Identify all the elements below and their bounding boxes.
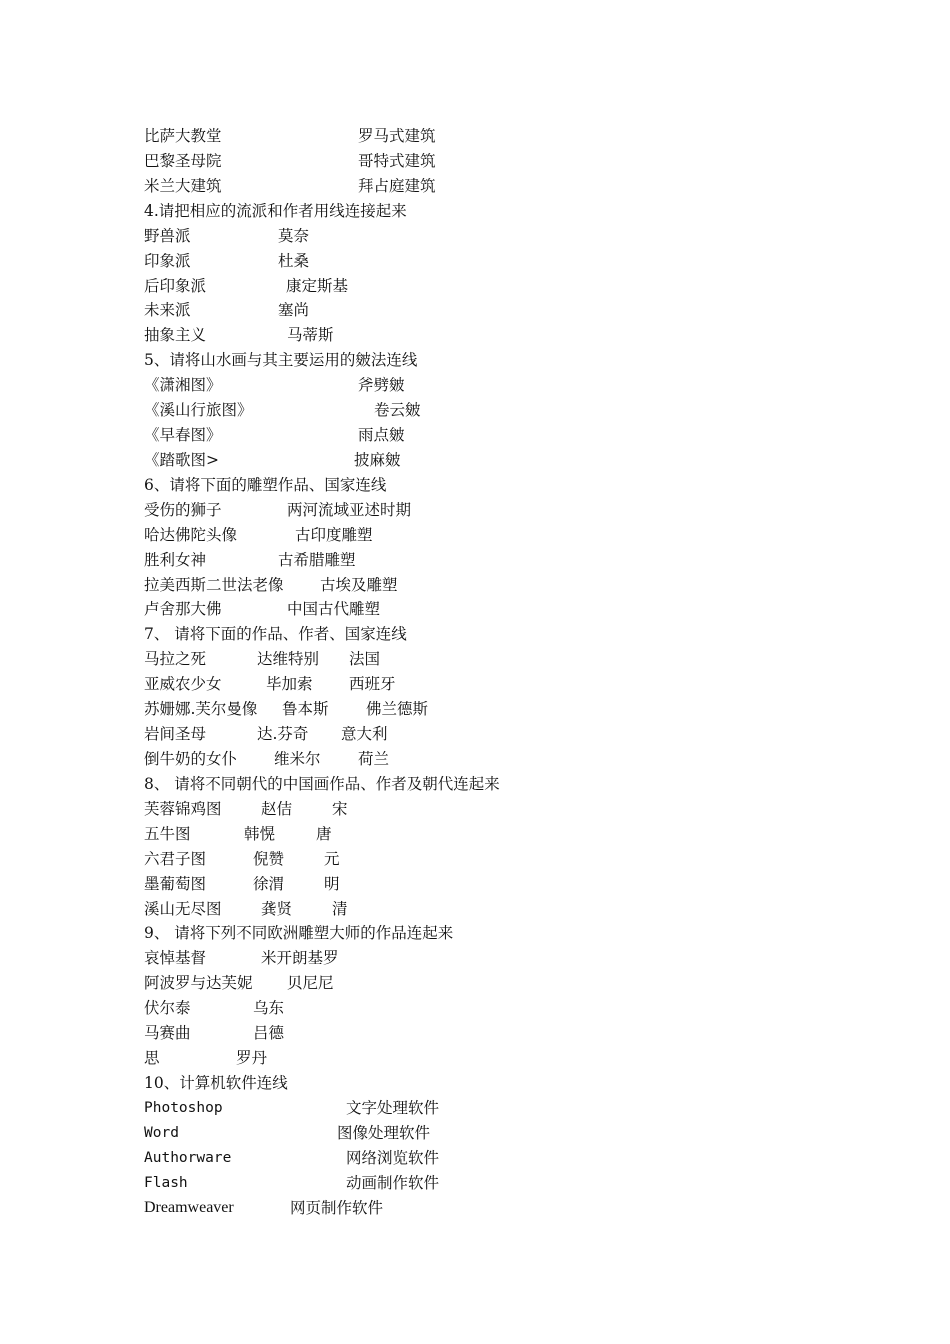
item-left-column: 阿波罗与达芙妮 <box>144 974 253 992</box>
item-left-column: 溪山无尽图 <box>144 900 222 918</box>
item-right-column: 唐 <box>316 825 332 843</box>
item-middle-column: 图像处理软件 <box>337 1124 431 1142</box>
item-middle-column: 拜占庭建筑 <box>358 177 436 195</box>
item-left-column: 比萨大教堂 <box>144 127 222 145</box>
item-middle-column: 网络浏览软件 <box>346 1149 440 1167</box>
item-right-column: 西班牙 <box>349 675 396 693</box>
item-middle-column: 中国古代雕塑 <box>287 600 381 618</box>
item-left-column: 亚威农少女 <box>144 675 222 693</box>
item-middle-column: 倪赞 <box>253 850 285 868</box>
item-left-column: 巴黎圣母院 <box>144 152 222 170</box>
item-middle-column: 罗马式建筑 <box>358 127 436 145</box>
item-middle-column: 哥特式建筑 <box>358 152 436 170</box>
item-middle-column: 动画制作软件 <box>346 1174 440 1192</box>
item-left-column: 未来派 <box>144 301 191 319</box>
item-right-column: 法国 <box>349 650 381 668</box>
item-left-column: 墨葡萄图 <box>144 875 207 893</box>
item-middle-column: 贝尼尼 <box>287 974 334 992</box>
item-left-column: 马拉之死 <box>144 650 207 668</box>
question-heading: 4.请把相应的流派和作者用线连接起来 <box>144 202 407 220</box>
item-middle-column: 米开朗基罗 <box>261 949 339 967</box>
item-right-column: 宋 <box>332 800 348 818</box>
item-left-column: Photoshop <box>144 1100 223 1116</box>
item-middle-column: 吕德 <box>253 1024 285 1042</box>
item-left-column: 哈达佛陀头像 <box>144 526 238 544</box>
item-middle-column: 维米尔 <box>274 750 321 768</box>
item-left-column: 受伤的狮子 <box>144 501 222 519</box>
item-left-column: 卢舍那大佛 <box>144 600 222 618</box>
item-left-column: 米兰大建筑 <box>144 177 222 195</box>
item-left-column: 伏尔泰 <box>144 999 191 1017</box>
question-heading: 9、 请将下列不同欧洲雕塑大师的作品连起来 <box>144 924 454 942</box>
item-left-column: 印象派 <box>144 252 191 270</box>
item-right-column: 元 <box>324 850 340 868</box>
item-middle-column: 徐渭 <box>253 875 285 893</box>
item-right-column: 明 <box>324 875 340 893</box>
item-middle-column: 达.芬奇 <box>257 725 309 743</box>
item-left-column: 《溪山行旅图》 <box>144 401 253 419</box>
question-heading: 5、请将山水画与其主要运用的皴法连线 <box>144 351 418 369</box>
item-middle-column: 康定斯基 <box>286 277 349 295</box>
item-left-column: 《踏歌图> <box>144 451 219 469</box>
item-left-column: 倒牛奶的女仆 <box>144 750 238 768</box>
item-middle-column: 达维特别 <box>257 650 320 668</box>
item-left-column: 马赛曲 <box>144 1024 191 1042</box>
item-left-column: 思 <box>144 1049 160 1067</box>
item-left-column: 苏姗娜.芙尔曼像 <box>144 700 258 718</box>
item-right-column: 意大利 <box>341 725 388 743</box>
question-heading: 8、 请将不同朝代的中国画作品、作者及朝代连起来 <box>144 775 500 793</box>
item-left-column: Flash <box>144 1175 188 1191</box>
item-middle-column: 卷云皴 <box>374 401 421 419</box>
item-middle-column: 网页制作软件 <box>290 1199 384 1217</box>
item-left-column: 后印象派 <box>144 277 207 295</box>
item-middle-column: 古印度雕塑 <box>295 526 373 544</box>
item-left-column: 哀悼基督 <box>144 949 207 967</box>
item-left-column: 抽象主义 <box>144 326 207 344</box>
item-left-column: 《潇湘图》 <box>144 376 222 394</box>
item-middle-column: 古埃及雕塑 <box>320 576 398 594</box>
item-left-column: Authorware <box>144 1150 232 1166</box>
item-middle-column: 龚贤 <box>261 900 293 918</box>
item-left-column: 《早春图》 <box>144 426 222 444</box>
item-middle-column: 马蒂斯 <box>287 326 334 344</box>
item-middle-column: 雨点皴 <box>358 426 405 444</box>
item-middle-column: 古希腊雕塑 <box>278 551 356 569</box>
item-left-column: 拉美西斯二世法老像 <box>144 576 284 594</box>
item-left-column: 岩间圣母 <box>144 725 207 743</box>
item-middle-column: 披麻皴 <box>354 451 401 469</box>
item-middle-column: 赵佶 <box>261 800 293 818</box>
question-heading: 6、请将下面的雕塑作品、国家连线 <box>144 476 387 494</box>
item-left-column: 五牛图 <box>144 825 191 843</box>
item-left-column: 野兽派 <box>144 227 191 245</box>
item-left-column: 芙蓉锦鸡图 <box>144 800 222 818</box>
item-left-column: Dreamweaver <box>144 1199 234 1216</box>
item-middle-column: 罗丹 <box>236 1049 268 1067</box>
question-heading: 10、计算机软件连线 <box>144 1074 288 1092</box>
item-middle-column: 塞尚 <box>278 301 310 319</box>
item-left-column: 六君子图 <box>144 850 207 868</box>
item-middle-column: 鲁本斯 <box>282 700 329 718</box>
item-right-column: 佛兰德斯 <box>366 700 429 718</box>
item-middle-column: 文字处理软件 <box>346 1099 440 1117</box>
item-right-column: 荷兰 <box>358 750 390 768</box>
item-left-column: 胜利女神 <box>144 551 207 569</box>
question-heading: 7、 请将下面的作品、作者、国家连线 <box>144 625 407 643</box>
item-middle-column: 两河流域亚述时期 <box>287 501 412 519</box>
item-middle-column: 杜桑 <box>278 252 310 270</box>
item-left-column: Word <box>144 1125 179 1141</box>
item-middle-column: 斧劈皴 <box>358 376 405 394</box>
item-middle-column: 韩愰 <box>244 825 276 843</box>
item-middle-column: 乌东 <box>253 999 285 1017</box>
item-middle-column: 毕加索 <box>266 675 313 693</box>
item-middle-column: 莫奈 <box>278 227 310 245</box>
item-right-column: 清 <box>332 900 348 918</box>
